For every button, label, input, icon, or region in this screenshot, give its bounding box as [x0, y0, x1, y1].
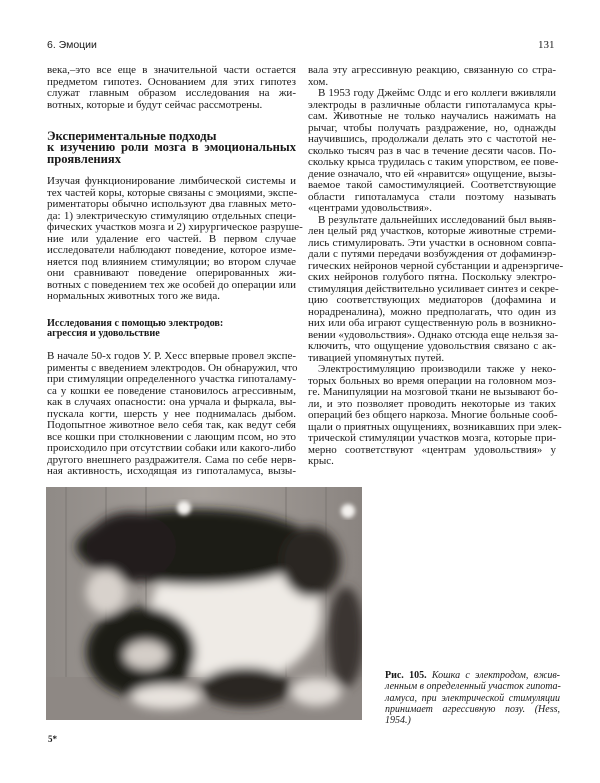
text-line: рычаг, чтобы получать раздражение, но, однажды: [308, 121, 556, 134]
text-line: цию соответствующих медиаторов (дофамина и: [308, 294, 556, 306]
text-line: стимуляция действительно усиливает синтез и секре-: [308, 282, 559, 295]
text-line: проявлениях: [47, 151, 122, 166]
text-line: пускала когти, шерсть у нее поднималась дыбом.: [47, 407, 296, 420]
text-line: скольку крыса трудилась с таким упорством, ее пове-: [308, 156, 559, 168]
text-line: все кошки при столкновении с лающим псом, но это: [47, 430, 296, 443]
text-line: вотных, которые и будут сейчас рассмотрены.: [47, 98, 263, 111]
paragraph: [308, 87, 559, 215]
caption-text: ламуса, при электрической стимуляции: [385, 692, 560, 704]
text-line: операций без общего наркоза. Многие больные сооб-: [308, 409, 558, 421]
caption-line: [385, 704, 560, 715]
text-line: ских нейронов голубого пятна. Поскольку электро-: [308, 271, 556, 283]
paragraph: [47, 351, 296, 478]
text-line: вении «удовольствия». Однако отсюда еще нельзя за-: [308, 328, 559, 341]
text-line: дали с путями передачи возбуждения от дофаминэр-: [308, 248, 556, 260]
text-line: В начале 50-х годов У. Р. Хесс впервые провел экспе-: [47, 350, 296, 362]
right-column: [308, 64, 564, 468]
paragraph: [47, 65, 296, 111]
text-line: вотных с поведением тех же особей до операции или: [47, 278, 296, 291]
text-line: Подопытное животное вело себя так, как ведут себя: [47, 419, 296, 431]
text-line: дение означало, что ей «нравится» ощущение, вызы-: [308, 167, 556, 180]
text-line: да: 1) электрическую стимуляцию отдельных специ-: [47, 209, 296, 222]
caption-text: принимает агрессивную позу. (Hess,: [385, 703, 560, 715]
paragraph: [308, 363, 562, 468]
text-line: нормальных животных того же вида.: [47, 290, 220, 302]
text-line: при стимуляции определенного участка гипоталаму-: [47, 373, 296, 385]
text-line: научившись, продолжали делать это с частотой не-: [308, 133, 556, 145]
text-line: са у кошки ее поведение становилось агрессивным,: [47, 384, 296, 397]
text-line: крыс.: [308, 455, 334, 467]
text-line: вала эту агрессивную реакцию, связанную со стра-: [308, 64, 556, 76]
running-header-chapter: 6. Эмоции: [47, 39, 97, 51]
paragraph: [308, 213, 564, 365]
caption-line: [385, 715, 560, 726]
text-line: гических нейронов черной субстанции и адренэргиче-: [308, 259, 564, 272]
text-line: они сравнивают поведение оперированных жи-: [47, 267, 296, 279]
caption-text: Кошка с электродом, вжив-: [431, 670, 561, 681]
text-line: исследователи наблюдают поведение, которое изме-: [47, 244, 296, 256]
text-line: рименты с введением электродов. Он обнаружил, что: [47, 361, 298, 374]
text-line: них или оба играют существенную роль в возникно-: [308, 317, 556, 329]
text-line: щали о приятных ощущениях, возникавших при элек-: [308, 420, 562, 433]
text-line: к изучению роли мозга в эмоциональных: [47, 140, 296, 155]
text-line: Исследования с помощью электродов:: [47, 318, 224, 329]
text-line: сколько тысяч раз в час в течение десяти часов. По-: [308, 144, 556, 157]
page-number: 131: [538, 39, 555, 51]
paragraph: [47, 175, 303, 303]
cat-photo-image: [46, 487, 362, 720]
text-line: ли, и это позволяет проводить некоторые из таких: [308, 397, 556, 410]
text-line: предметом гипотез. Основанием для этих гипотез: [47, 75, 296, 88]
text-line: области гипоталамуса стали поэтому называть: [308, 190, 556, 203]
caption-line: [385, 693, 560, 704]
text-line: лись стимулировать. Эти участки в основном совпа-: [308, 236, 556, 249]
caption-text: 1954.): [385, 715, 411, 727]
figure-label: Рис. 105.: [385, 670, 427, 681]
text-line: как в случаях опасности: она урчала и фыркала, вы-: [47, 396, 296, 408]
text-line: тивацией упомянутых путей.: [308, 351, 445, 364]
text-line: В результате дальнейших исследований был выяв-: [318, 213, 556, 226]
text-line: норадреналина), можно предполагать, что один из: [308, 305, 556, 318]
text-line: ние или удаление его частей. В первом случае: [47, 232, 296, 245]
text-line: электроды в различные области гипоталамуса кры-: [308, 98, 556, 111]
paragraph: [308, 65, 556, 88]
text-line: фических участков мозга и 2) хирургическое разруше-: [47, 221, 303, 233]
text-line: Изучая функционирование лимбической системы и: [47, 175, 296, 187]
signature-mark: 5*: [48, 734, 57, 744]
text-line: происходило при отсутствии собаки или какого-либо: [47, 442, 296, 454]
cat-photograph: [46, 487, 362, 720]
text-line: сам. Животные не только научались нажимать на: [308, 110, 556, 122]
text-line: ная активность, исходящая из гипоталамуса, вызы-: [47, 465, 296, 477]
caption-line: [385, 681, 560, 692]
text-line: ге. Манипуляции на мозговой ткани не вызывают бо-: [308, 386, 558, 398]
text-line: риментаторы обычно используют два главных мето-: [47, 198, 296, 210]
text-line: мерно соответствуют «центрам удовольствия» у: [308, 443, 556, 456]
subsection-heading: [47, 319, 296, 338]
text-line: тех частей коры, которые связаны с эмоциями, экспе-: [47, 186, 298, 199]
text-line: трической стимуляции участков мозга, которые при-: [308, 432, 556, 444]
caption-line: [385, 670, 560, 681]
text-line: торых больных во время операции на головном моз-: [308, 374, 556, 387]
text-line: «центрами удовольствия».: [308, 202, 433, 214]
text-line: другого внешнего раздражителя. Сама по себе нерв-: [47, 453, 296, 466]
text-line: няется под влиянием стимуляции; во втором случае: [47, 255, 296, 268]
caption-text: ленным в определенный участок гипота-: [385, 681, 561, 693]
text-line: Экспериментальные подходы: [47, 129, 217, 143]
text-line: хом.: [308, 75, 329, 88]
text-line: Электростимуляцию производили также у неко-: [318, 363, 556, 375]
text-line: служат главным образом исследования на жи-: [47, 87, 296, 99]
figure-caption: [385, 670, 560, 726]
text-line: ваемое такой самостимуляцией. Соответствующие: [308, 179, 556, 191]
text-line: В 1953 году Джеймс Олдс и его коллеги вживляли: [318, 87, 556, 99]
text-line: агрессия и удовольствие: [47, 327, 160, 339]
text-line: лен целый ряд участков, которые животные стреми-: [308, 225, 556, 237]
text-line: века,–это все еще в значительной части остается: [47, 64, 296, 76]
text-line: ключить, что ощущение удовольствия связано с ак-: [308, 340, 556, 352]
section-heading: [47, 131, 296, 165]
